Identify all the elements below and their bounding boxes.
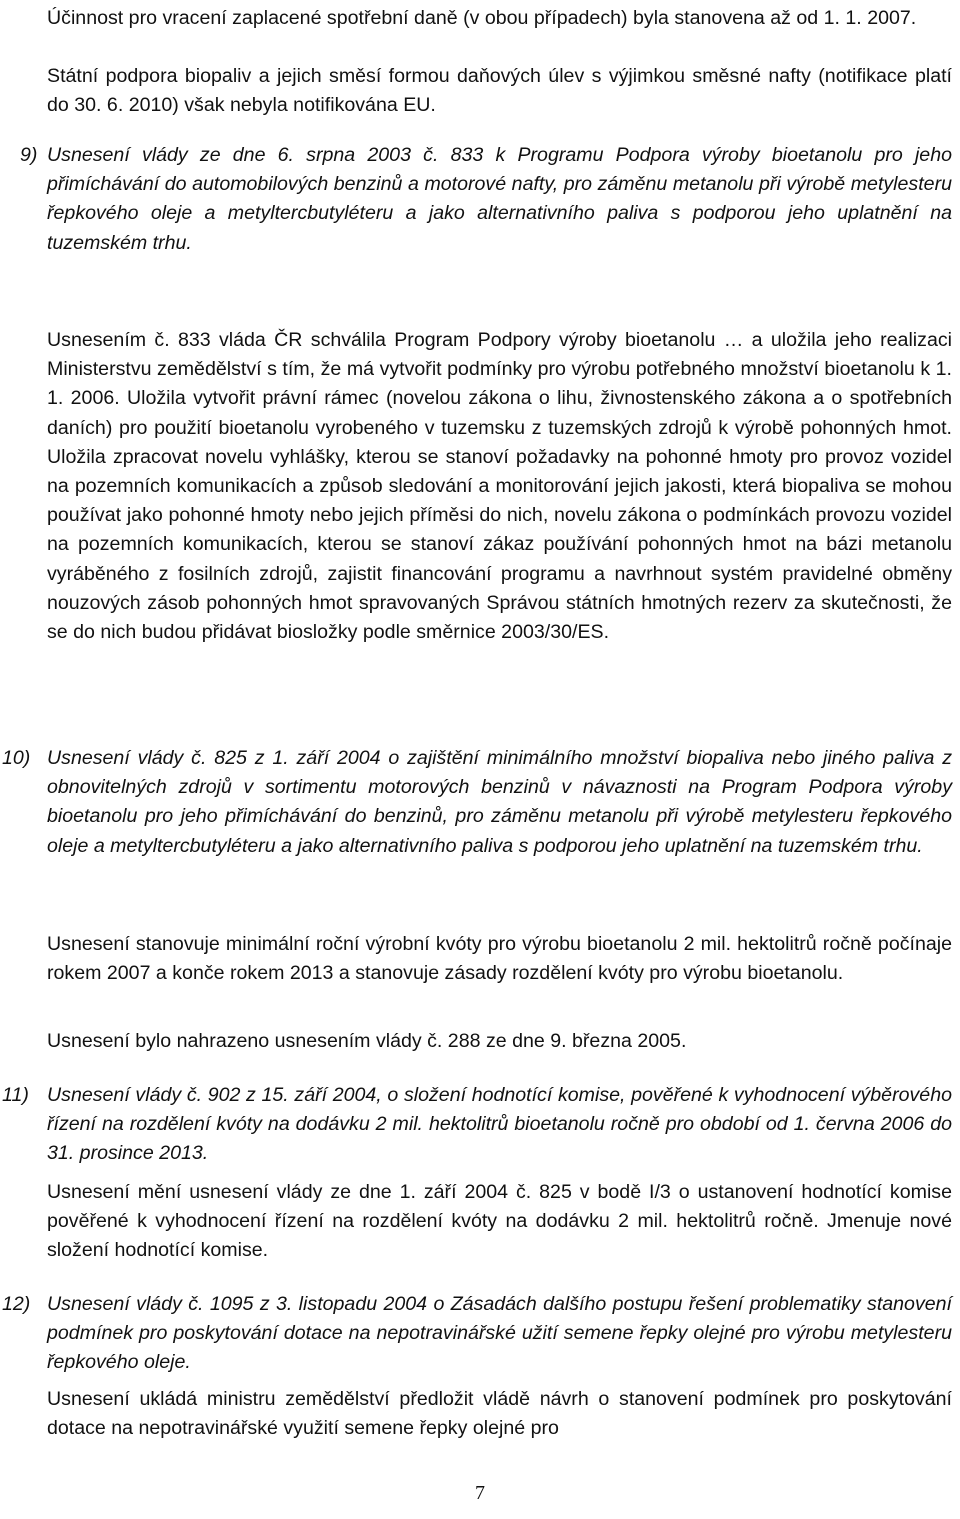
item-10-body-2: Usnesení bylo nahrazeno usnesením vlády č. 288 ze dne 9. března 2005. [47,1030,687,1052]
item-number: 12) [2,1293,31,1315]
item-number: 9) [20,144,38,166]
item-9-heading: Usnesení vlády ze dne 6. srpna 2003 č. 833 k Programu Podpora výroby bioetanolu pro jeho přimíchávání do automobilových benzinů a motorové nafty, pro záměnu metanolu při výrobě metylesteru řepkového oleje a metyltercbutyléteru a jako alternativního paliva s podporou jeho uplatnění na tuzemském trhu. [47,144,952,254]
item-10-body-1: Usnesení stanovuje minimální roční výrobní kvóty pro výrobu bioetanolu 2 mil. hektolitrů ročně počínaje rokem 2007 a konče rokem 2013 a stanovuje zásady rozdělení kvóty pro výrobu bioetanolu. [47,933,952,985]
item-number: 10) [2,747,31,769]
paragraph-excise-refund: Účinnost pro vracení zaplacené spotřební daně (v obou případech) byla stanovena až od 1. 1. 2007. [47,7,917,29]
item-11-body: Usnesení mění usnesení vlády ze dne 1. září 2004 č. 825 v bodě I/3 o ustanovení hodnotící komise pověřené k vyhodnocení řízení na rozdělení kvóty na dodávku 2 mil. hektolitrů ročně. Jmenuje nové složení hodnotící komise. [47,1181,952,1262]
item-10-heading: Usnesení vlády č. 825 z 1. září 2004 o zajištění minimálního množství biopaliva nebo jiného paliva z obnovitelných zdrojů v sortimentu motorových benzinů v návaznosti na Program Podpora výroby bioetanolu pro jeho přimíchávání do benzinů, pro záměnu metanolu při výrobě metylesteru řepkového oleje a metyltercbutyléteru a jako alternativního paliva s podporou jeho uplatnění na tuzemském trhu. [47,747,952,857]
item-11-heading: Usnesení vlády č. 902 z 15. září 2004, o složení hodnotící komise, pověřené k vyhodnocení výběrového řízení na rozdělení kvóty na dodávku 2 mil. hektolitrů bioetanolu ročně pro období od 1. června 2006 do 31. prosince 2013. [47,1084,952,1165]
item-9-body: Usnesením č. 833 vláda ČR schválila Program Podpory výroby bioetanolu … a uložila jeho realizaci Ministerstvu zemědělství s tím, že má vytvořit podmínky pro výrobu potřebného množství bioetanolu k 1. 1. 2006. Uložila vytvořit právní rámec (novelou zákona o lihu, živnostenského zákona a o spotřebních daních) pro použití bioetanolu vyrobeného v tuzemsku z tuzemských zdrojů k výrobě pohonných hmot. Uložila zpracovat novelu vyhlášky, kterou se stanoví požadavky na pohonné hmoty pro provoz vozidel na pozemních komunikacích a způsob sledování a monitorování jejich jakosti, která biopaliva se mohou používat jako pohonné hmoty nebo jejich příměsi do nich, novelu zákona o podmínkách provozu vozidel na pozemních komunikacích, kterou se stanoví zákaz používání pohonných hmot na bázi metanolu vyráběného z fosilních zdrojů, zajistit financování programu a navrhnout systém pravidelné obměny nouzových zásob pohonných hmot spravovaných Správou státních hmotných rezerv za skutečnosti, že se do nich budou přidávat biosložky podle směrnice 2003/30/ES. [47,329,952,644]
item-12-heading: Usnesení vlády č. 1095 z 3. listopadu 2004 o Zásadách dalšího postupu řešení problematiky stanovení podmínek pro poskytování dotace na nepotravinářské užití semene řepky olejné pro výrobu metylesteru řepkového oleje. [47,1293,952,1374]
item-number: 11) [2,1084,29,1106]
item-12-body: Usnesení ukládá ministru zemědělství předložit vládě návrh o stanovení podmínek pro poskytování dotace na nepotravinářské využití semene řepky olejné pro [47,1388,952,1440]
page-number: 7 [475,1482,485,1504]
paragraph-state-support: Státní podpora biopaliv a jejich směsí formou daňových úlev s výjimkou směsné nafty (notifikace platí do 30. 6. 2010) však nebyla notifikována EU. [47,65,952,117]
